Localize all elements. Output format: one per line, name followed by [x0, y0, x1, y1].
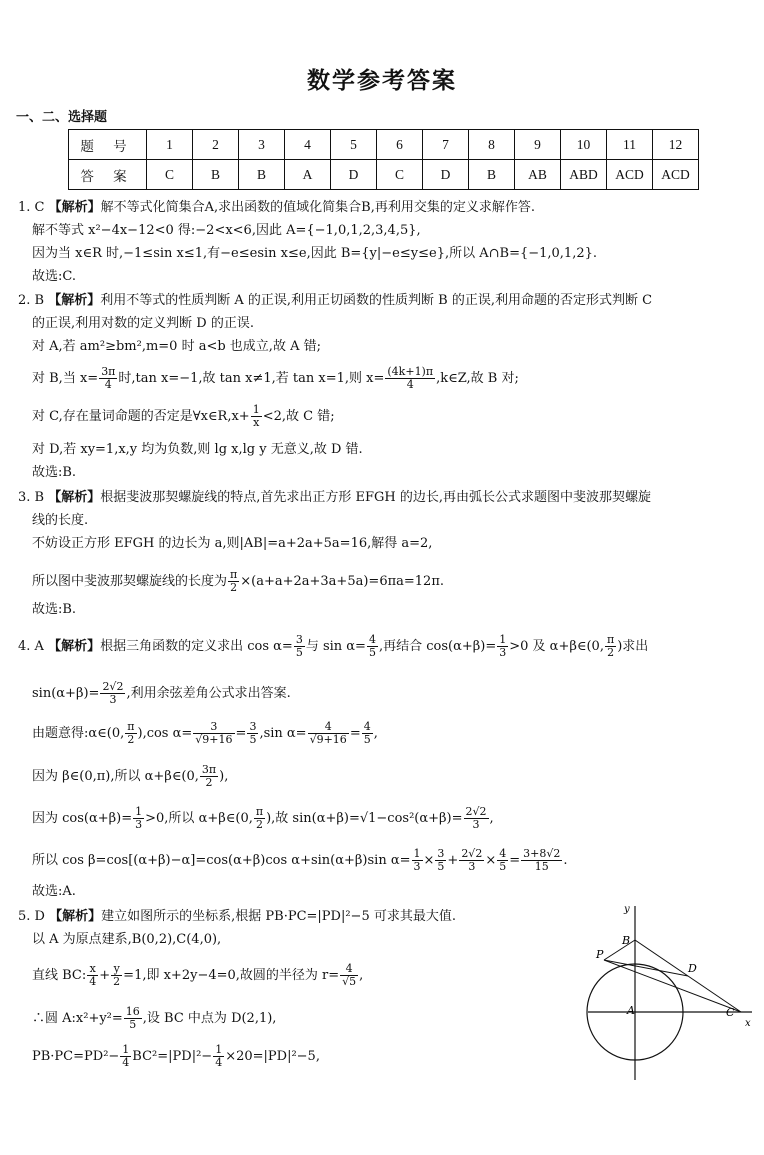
q2-line-1: 对 A,若 am²≥bm²,m=0 时 a<b 也成立,故 A 错; [32, 339, 321, 354]
q4-lead-line [18, 634, 648, 659]
numerator: 1 [135, 805, 143, 818]
q4-line-4 [32, 806, 494, 831]
denominator: 3 [109, 693, 117, 706]
fraction [294, 634, 305, 659]
q3-number: 3. B [18, 490, 45, 505]
numerator: 1 [252, 403, 260, 416]
numerator: π [230, 568, 238, 581]
numerator: 4 [340, 963, 358, 976]
numerator: 1 [413, 847, 421, 860]
q3-lead: 根据斐波那契螺旋线的特点,首先求出正方形 EFGH 的边长,再由弧长公式求题图中斐波那契螺旋 [100, 490, 652, 505]
fraction [200, 764, 218, 789]
text-run: = [509, 853, 521, 868]
text-run: × [423, 853, 435, 868]
table-cell: C [147, 160, 193, 190]
numerator: 2√2 [102, 680, 124, 693]
denominator: 2 [127, 733, 135, 746]
text-run: = [235, 726, 247, 741]
fraction [497, 634, 508, 659]
text-run: 对 C,存在量词命题的否定是∀x∈R,x+ [32, 409, 250, 424]
denominator: 3 [468, 860, 476, 873]
table-cell: 4 [285, 130, 331, 160]
denominator: 5 [129, 1018, 137, 1031]
q3-lead-cont: 线的长度. [32, 513, 89, 528]
table-cell: D [331, 160, 377, 190]
q2-lead-line [18, 292, 652, 310]
text-run: + [99, 968, 111, 983]
q3-line-2 [32, 569, 444, 594]
table-cell: ACD [653, 160, 699, 190]
text-run: ,利用余弦差角公式求出答案. [126, 686, 291, 701]
label-p: P [596, 948, 604, 961]
denominator: 5 [249, 733, 257, 746]
fraction [459, 848, 484, 873]
numerator: 2√2 [461, 847, 483, 860]
denominator: √5 [342, 975, 357, 988]
q4-line-3 [32, 764, 228, 789]
denominator: 3 [413, 860, 421, 873]
table-cell: 10 [561, 130, 607, 160]
denominator: 3 [472, 818, 480, 831]
text-run: , [359, 968, 364, 983]
numerator: 1 [215, 1043, 223, 1056]
table-cell: 6 [377, 130, 423, 160]
q4-line-5 [32, 848, 568, 873]
q4-line-6: 故选:A. [32, 884, 76, 899]
coordinate-figure [578, 900, 756, 1082]
table-cell: 1 [147, 130, 193, 160]
fraction [124, 1006, 142, 1031]
q2-line-4: 对 D,若 xy=1,x,y 均为负数,则 lg x,lg y 无意义,故 D 错. [32, 442, 363, 457]
fraction [605, 634, 616, 659]
text-run: >0 及 α+β∈(0, [509, 639, 604, 654]
text-run: 根据三角函数的定义求出 cos α= [100, 639, 293, 654]
text-run: ,设 BC 中点为 D(2,1), [142, 1011, 277, 1026]
numerator: 2√2 [465, 805, 487, 818]
fraction [247, 721, 258, 746]
table-cell: 7 [423, 130, 469, 160]
fraction [412, 848, 423, 873]
table-cell: 11 [607, 130, 653, 160]
q5-lead-line [18, 908, 456, 926]
denominator: 5 [437, 860, 445, 873]
fraction [385, 366, 435, 391]
text-run: , [489, 811, 494, 826]
fraction [193, 721, 234, 746]
denominator: 4 [122, 1056, 130, 1069]
text-run: 所以图中斐波那契螺旋线的长度为 [32, 574, 228, 589]
numerator: π [127, 720, 135, 733]
q2-lead-cont: 的正误,利用对数的定义判断 D 的正误. [32, 316, 254, 331]
text-run: = [349, 726, 361, 741]
denominator: 2 [113, 975, 121, 988]
numerator: x [87, 963, 98, 976]
denominator: 4 [406, 378, 414, 391]
text-run: ∴圆 A:x²+y²= [32, 1011, 123, 1026]
denominator: 2 [255, 818, 263, 831]
fraction [111, 963, 122, 988]
q4-line-2 [32, 721, 378, 746]
fraction [213, 1044, 224, 1069]
denominator: 4 [89, 975, 97, 988]
numerator: 4 [368, 633, 376, 646]
table-cell: B [239, 160, 285, 190]
label-b: B [622, 934, 631, 947]
text-run: ,sin α= [259, 726, 307, 741]
table-cell: B [469, 160, 515, 190]
table-cell: C [377, 160, 423, 190]
denominator: 3 [135, 818, 143, 831]
text-run: . [563, 853, 568, 868]
text-run: 时,tan x=−1,故 tan x≠1,若 tan x=1,则 x= [118, 371, 385, 386]
q1-lead-line [18, 199, 535, 217]
fraction [521, 848, 562, 873]
denominator: 5 [368, 646, 376, 659]
text-run: , [373, 726, 378, 741]
line-pb [604, 940, 635, 960]
text-run: >0,所以 α+β∈(0, [145, 811, 253, 826]
q1-lead: 解不等式化简集合A,求出函数的值域化简集合B,再利用交集的定义求解作答. [100, 200, 535, 215]
q1-number: 1. C [18, 200, 45, 215]
denominator: 2 [607, 646, 615, 659]
text-run: 因为 β∈(0,π),所以 α+β∈(0, [32, 769, 199, 784]
text-run: ×(a+a+2a+3a+5a)=6πa=12π. [240, 574, 444, 589]
denominator: 4 [215, 1056, 223, 1069]
text-run: ), [219, 769, 229, 784]
denominator: √9+16 [309, 733, 347, 746]
text-run: × [485, 853, 497, 868]
text-run: <2,故 C 错; [262, 409, 335, 424]
q5-line-4 [32, 1044, 320, 1069]
q3-line-3: 故选:B. [32, 602, 77, 617]
q3-lead-line [18, 489, 651, 507]
table-header-cell: 题 号 [69, 130, 147, 160]
denominator: 5 [295, 646, 303, 659]
fraction [251, 404, 262, 429]
label-d: D [688, 962, 697, 975]
table-cell: A [285, 160, 331, 190]
numerator: 3 [249, 720, 257, 733]
text-run: sin(α+β)= [32, 686, 100, 701]
table-cell: ABD [561, 160, 607, 190]
numerator: 1 [499, 633, 507, 646]
q5-line-3 [32, 1006, 276, 1031]
q5-line-2 [32, 963, 363, 988]
denominator: 15 [534, 860, 549, 873]
numerator: 3 [295, 633, 303, 646]
text-run: =1,即 x+2y−4=0,故圆的半径为 r= [123, 968, 340, 983]
fraction [228, 569, 239, 594]
q2-lead: 利用不等式的性质判断 A 的正误,利用正切函数的性质判断 B 的正误,利用命题的否定形式判断 C [100, 293, 653, 308]
denominator: 5 [499, 860, 507, 873]
numerator: 3+8√2 [523, 847, 561, 860]
numerator: 3π [101, 365, 116, 378]
fraction [497, 848, 508, 873]
fraction [464, 806, 489, 831]
numerator: (4k+1)π [387, 365, 434, 378]
section-heading: 一、二、选择题 [16, 110, 108, 125]
q4-line-1 [32, 681, 291, 706]
analysis-tag: 【解析】 [49, 909, 102, 924]
denominator: 2 [230, 581, 238, 594]
q5-number: 5. D [18, 909, 45, 924]
text-run: 因为 cos(α+β)= [32, 811, 133, 826]
table-cell: 8 [469, 130, 515, 160]
numerator: 16 [125, 1005, 140, 1018]
text-run: + [447, 853, 459, 868]
table-cell: 5 [331, 130, 377, 160]
text-run: 所以 cos β=cos[(α+β)−α]=cos(α+β)cos α+sin(α+β)sin α= [32, 853, 411, 868]
fraction [435, 848, 446, 873]
fraction [87, 963, 98, 988]
text-run: ),故 sin(α+β)=√1−cos²(α+β)= [266, 811, 463, 826]
table-cell: AB [515, 160, 561, 190]
label-a: A [627, 1004, 635, 1017]
numerator: 4 [308, 721, 349, 734]
table-cell: 9 [515, 130, 561, 160]
q2-number: 2. B [18, 293, 45, 308]
text-run: ,k∈Z,故 B 对; [436, 371, 519, 386]
fraction [367, 634, 378, 659]
denominator: 4 [104, 378, 112, 391]
table-cell: D [423, 160, 469, 190]
analysis-tag: 【解析】 [48, 200, 101, 215]
fraction [99, 366, 117, 391]
answer-table [68, 129, 699, 190]
text-run: ×20=|PD|²−5, [225, 1049, 320, 1064]
text-run: )求出 [617, 639, 649, 654]
q1-line-1: 解不等式 x²−4x−12<0 得:−2<x<6,因此 A={−1,0,1,2,3,4,5}, [32, 223, 421, 238]
text-run: 与 sin α= [305, 639, 366, 654]
table-cell: 12 [653, 130, 699, 160]
text-run: ,再结合 cos(α+β)= [378, 639, 497, 654]
fraction [120, 1044, 131, 1069]
table-header-cell: 答 案 [69, 160, 147, 190]
text-run: 对 B,当 x= [32, 371, 99, 386]
numerator: 4 [363, 720, 371, 733]
numerator: 1 [122, 1043, 130, 1056]
numerator: π [255, 805, 264, 818]
q4-number: 4. A [18, 639, 44, 654]
table-cell: 2 [193, 130, 239, 160]
fraction [100, 681, 125, 706]
numerator: 3π [201, 763, 217, 776]
q5-lead: 建立如图所示的坐标系,根据 PB·PC=|PD|²−5 可求其最大值. [101, 909, 456, 924]
fraction [308, 721, 349, 746]
text-run: 直线 BC: [32, 968, 87, 983]
numerator: 3 [437, 847, 445, 860]
denominator: x [253, 416, 260, 429]
numerator: y [111, 963, 122, 976]
analysis-tag: 【解析】 [48, 293, 101, 308]
text-run: BC²=|PD|²− [132, 1049, 213, 1064]
denominator: 2 [205, 776, 213, 789]
table-row-numbers [69, 130, 699, 160]
table-cell: 3 [239, 130, 285, 160]
denominator: √9+16 [195, 733, 233, 746]
numerator: 3 [193, 721, 234, 734]
denominator: 3 [499, 646, 507, 659]
analysis-tag: 【解析】 [48, 490, 101, 505]
text-run: 由题意得:α∈(0, [32, 726, 125, 741]
table-row-answers [69, 160, 699, 190]
q3-line-1: 不妨设正方形 EFGH 的边长为 a,则|AB|=a+2a+5a=16,解得 a=2, [32, 536, 433, 551]
numerator: 4 [499, 847, 507, 860]
page-title: 数学参考答案 [307, 68, 457, 94]
x-axis-label: x [745, 1018, 751, 1029]
q1-line-2: 因为当 x∈R 时,−1≤sin x≤1,有−e≤esin x≤e,因此 B={y|−e≤y≤e},所以 A∩B={−1,0,1,2}. [32, 246, 598, 261]
fraction [133, 806, 144, 831]
fraction [340, 963, 358, 988]
label-c: C [726, 1006, 735, 1019]
fraction [362, 721, 373, 746]
denominator: 5 [363, 733, 371, 746]
text-run: ),cos α= [137, 726, 193, 741]
table-cell: ACD [607, 160, 653, 190]
q2-line-5: 故选:B. [32, 465, 77, 480]
text-run: PB·PC=PD²− [32, 1049, 120, 1064]
q1-line-3: 故选:C. [32, 269, 76, 284]
analysis-tag: 【解析】 [48, 639, 101, 654]
table-cell: B [193, 160, 239, 190]
numerator: π [606, 633, 615, 646]
fraction [254, 806, 265, 831]
q5-line-1: 以 A 为原点建系,B(0,2),C(4,0), [32, 932, 222, 947]
q2-line-2 [32, 366, 519, 391]
line-pc [604, 960, 741, 1012]
q2-line-3 [32, 404, 335, 429]
fraction [125, 721, 136, 746]
y-axis-label: y [624, 904, 630, 915]
